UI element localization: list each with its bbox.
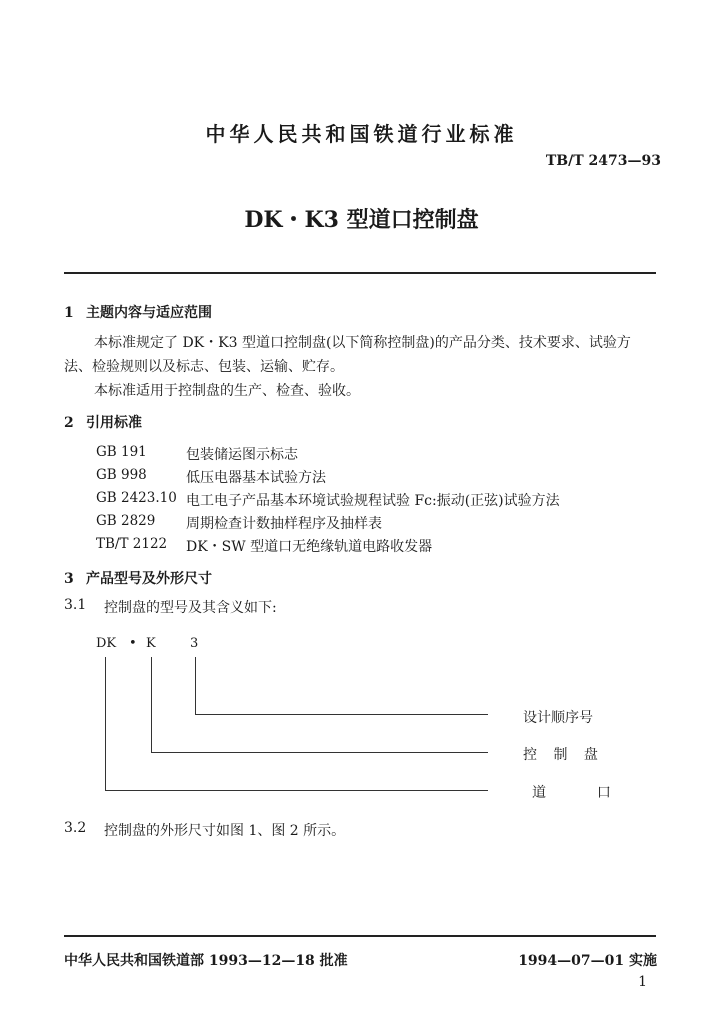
ref-title: 电工电子产品基本环境试验规程试验 Fc:振动(正弦)试验方法 xyxy=(186,493,560,509)
section-2-number: 2 xyxy=(64,415,74,431)
ref-code: GB 2829 xyxy=(96,513,156,529)
document-title: DK・K3 型道口控制盘 xyxy=(244,207,479,233)
effective-date: 1994—07—01 实施 xyxy=(518,953,657,969)
label-crossing: 道 口 xyxy=(532,785,625,801)
section-3-heading xyxy=(64,568,212,588)
ref-code: GB 2423.10 xyxy=(96,490,177,506)
connector-panel-vertical xyxy=(151,657,152,752)
section-1-number: 1 xyxy=(64,305,74,321)
standard-code: TB/T 2473—93 xyxy=(545,153,661,169)
footer-rule xyxy=(64,935,656,937)
connector-design-horizontal xyxy=(195,714,488,715)
connector-crossing-vertical xyxy=(105,657,106,791)
subsection-3-1-text: 控制盘的型号及其含义如下: xyxy=(104,600,277,616)
ref-title: 周期检查计数抽样程序及抽样表 xyxy=(186,516,382,532)
section-1-title: 主题内容与适应范围 xyxy=(86,305,212,321)
section-3-number: 3 xyxy=(64,571,74,587)
model-part-k: K xyxy=(146,636,156,651)
section-1-heading xyxy=(64,302,212,322)
ref-code: GB 998 xyxy=(96,467,147,483)
connector-crossing-horizontal xyxy=(105,790,488,791)
header-rule xyxy=(64,272,656,274)
label-design-sequence: 设计顺序号 xyxy=(523,710,593,726)
section-2-title: 引用标准 xyxy=(86,415,142,431)
subsection-3-2-text: 控制盘的外形尺寸如图 1、图 2 所示。 xyxy=(104,823,346,839)
model-part-3: 3 xyxy=(190,636,199,651)
section-1-para2: 本标准适用于控制盘的生产、检查、验收。 xyxy=(94,383,360,399)
ref-code: GB 191 xyxy=(96,444,147,460)
label-control-panel: 控 制 盘 xyxy=(523,747,604,763)
ref-title: DK・SW 型道口无绝缘轨道电路收发器 xyxy=(186,539,433,555)
ref-code: TB/T 2122 xyxy=(96,536,168,552)
ref-title: 包装储运图示标志 xyxy=(186,447,298,463)
subsection-3-2-number: 3.2 xyxy=(64,820,87,836)
subsection-3-1-number: 3.1 xyxy=(64,597,87,613)
section-3-title: 产品型号及外形尺寸 xyxy=(86,571,212,587)
section-1-para1-line2: 法、检验规则以及标志、包装、运输、贮存。 xyxy=(64,359,344,375)
page-number: 1 xyxy=(638,974,647,990)
standard-title: 中华人民共和国铁道行业标准 xyxy=(205,122,518,146)
section-1-para1-line1: 本标准规定了 DK・K3 型道口控制盘(以下简称控制盘)的产品分类、技术要求、试验方 xyxy=(94,335,631,351)
issuer-approval: 中华人民共和国铁道部 1993—12—18 批准 xyxy=(64,953,348,969)
ref-title: 低压电器基本试验方法 xyxy=(186,470,326,486)
connector-panel-horizontal xyxy=(151,752,488,753)
connector-design-vertical xyxy=(195,657,196,714)
section-2-heading xyxy=(64,412,142,432)
model-part-dk: DK xyxy=(96,636,117,651)
model-dot: • xyxy=(129,636,137,651)
